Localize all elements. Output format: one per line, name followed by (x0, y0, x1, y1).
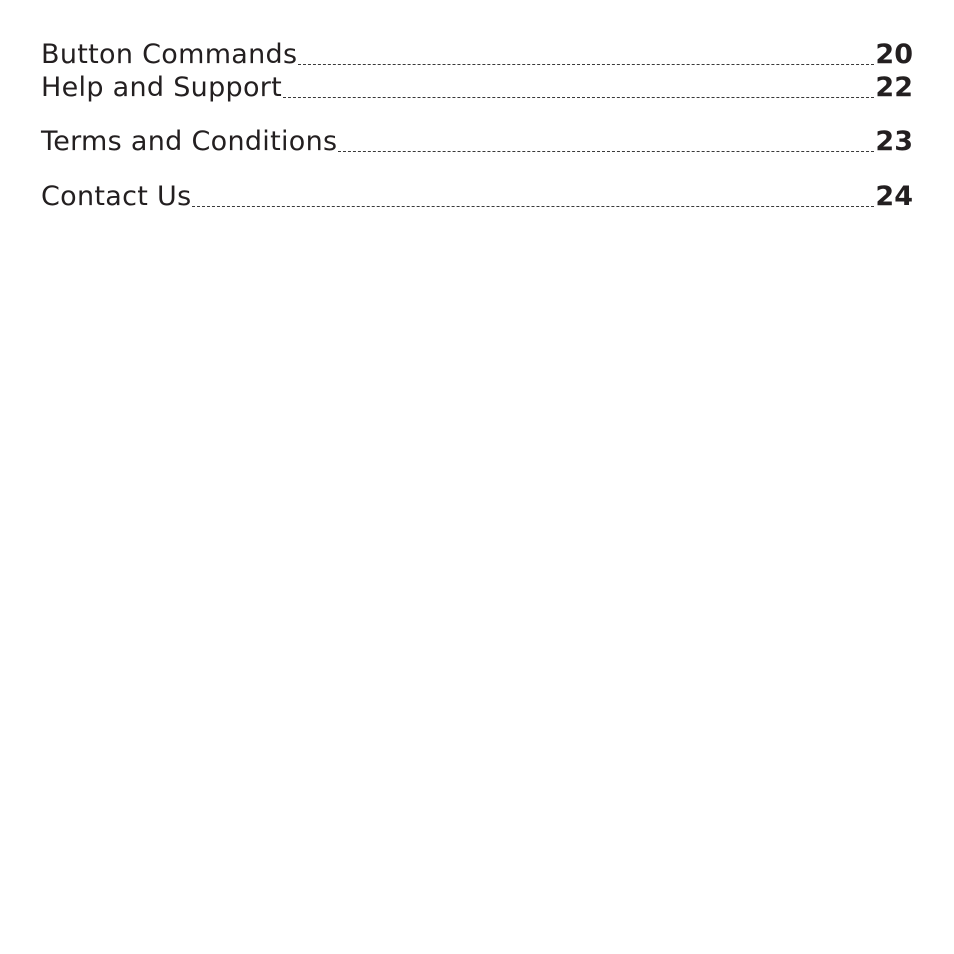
table-of-contents (41, 36, 913, 232)
toc-entry-help-and-support[interactable] (41, 68, 913, 123)
toc-entry-button-commands[interactable] (41, 36, 913, 68)
toc-entry-title: Button Commands (41, 39, 298, 70)
dotted-leader (283, 97, 874, 98)
dotted-leader (192, 206, 874, 207)
toc-entry-title: Help and Support (41, 71, 283, 103)
toc-entry-page-number: 23 (875, 126, 913, 157)
toc-entry-contact-us[interactable] (41, 177, 913, 232)
toc-entry-title: Contact Us (41, 180, 192, 212)
toc-entry-page-number: 24 (875, 180, 913, 212)
toc-entry-terms-and-conditions[interactable] (41, 123, 913, 178)
dotted-leader (298, 64, 874, 65)
dotted-leader (338, 151, 874, 152)
toc-entry-page-number: 22 (875, 71, 913, 103)
toc-entry-page-number: 20 (875, 39, 913, 70)
toc-entry-title: Terms and Conditions (41, 126, 338, 157)
